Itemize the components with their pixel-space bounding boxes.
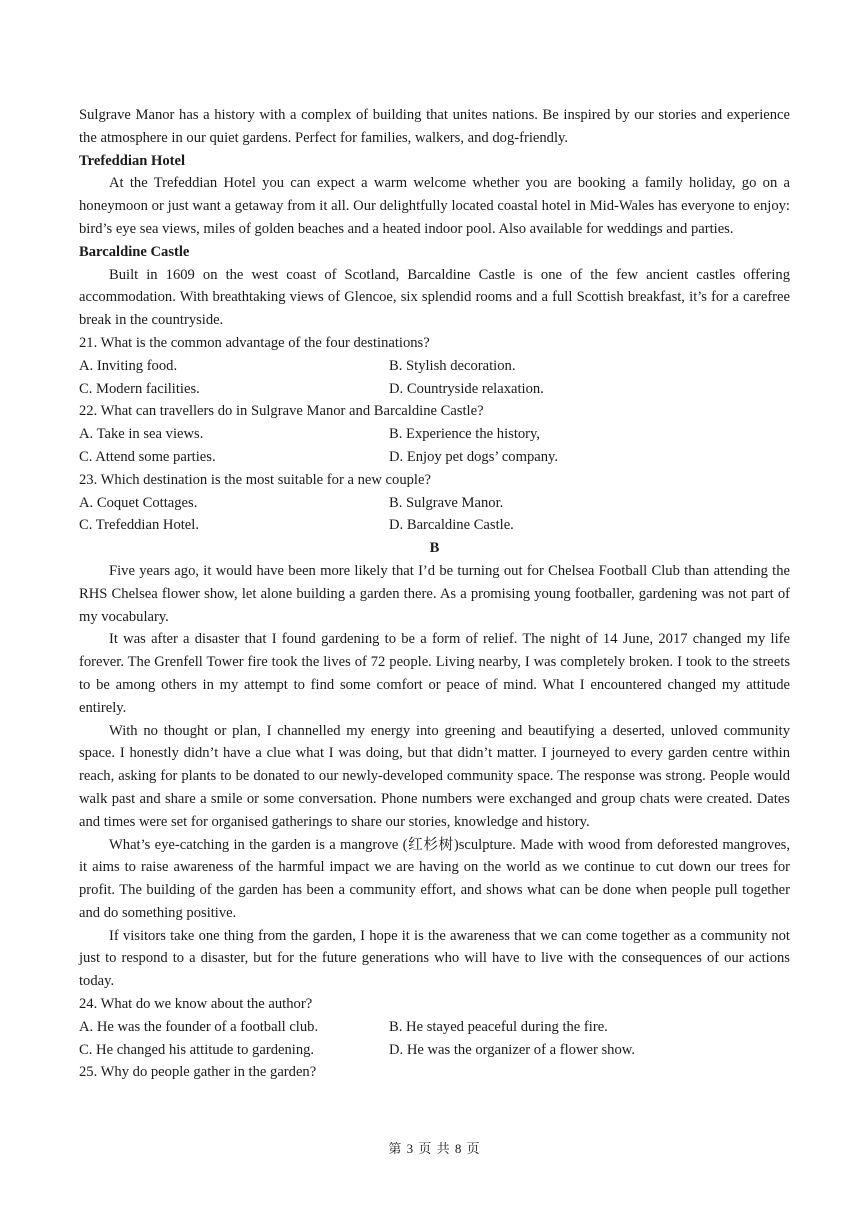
paragraph: Sulgrave Manor has a history with a complex of building that unites nations. Be inspired by our stories and experience the atmosphere in our quiet gardens. Perfect for families, walkers, and dog-friendly. — [79, 107, 790, 146]
answer-option: B. Experience the history, — [389, 426, 541, 443]
answer-option: D. Countryside relaxation. — [389, 380, 544, 397]
answer-option: A. He was the founder of a football club. — [79, 1018, 319, 1035]
answer-option: D. Barcaldine Castle. — [389, 517, 514, 534]
answer-option: D. Enjoy pet dogs’ company. — [389, 448, 559, 465]
section-heading: Barcaldine Castle — [79, 243, 190, 260]
document-body — [79, 104, 790, 1084]
answer-options — [79, 423, 790, 469]
question-stem: 25. Why do people gather in the garden? — [79, 1064, 317, 1081]
part-label: B — [429, 540, 440, 557]
answer-option: C. He changed his attitude to gardening. — [79, 1041, 315, 1058]
paragraph: If visitors take one thing from the garden, I hope it is the awareness that we can come together as a community not just to respond to a disaster, but for the future generations who will have to live with the consequences of our actions today. — [79, 927, 790, 990]
answer-option: B. Sulgrave Manor. — [389, 494, 504, 511]
answer-option: A. Inviting food. — [79, 357, 178, 374]
question-stem: 22. What can travellers do in Sulgrave Manor and Barcaldine Castle? — [79, 403, 484, 420]
answer-option: C. Trefeddian Hotel. — [79, 517, 199, 534]
paragraph: With no thought or plan, I channelled my energy into greening and beautifying a deserted, unloved community space. I honestly didn’t have a clue what I was doing, but that didn’t matter. I journeyed to every garden centre within reach, asking for plants to be donated to our newly-developed community space. The response was strong. People would walk past and share a smile or some conversation. Phone numbers were exchanged and group chats were created. Dates and times were set for organised gatherings to share our stories, knowledge and history. — [79, 722, 790, 830]
paragraph: Built in 1609 on the west coast of Scotland, Barcaldine Castle is one of the few ancient castles offering accommodation. With breathtaking views of Glencoe, six splendid rooms and a full Scottish breakfast, it’s for a carefree break in the countryside. — [79, 266, 790, 329]
answer-option: B. Stylish decoration. — [389, 357, 516, 374]
answer-option: B. He stayed peaceful during the fire. — [389, 1018, 608, 1035]
answer-option: C. Attend some parties. — [79, 448, 216, 465]
paragraph: At the Trefeddian Hotel you can expect a warm welcome whether you are booking a family holiday, go on a honeymoon or just want a getaway from it all. Our delightfully located coastal hotel in Mid-Wales has everyone to enjoy: bird’s eye sea views, miles of golden beaches and a heated indoor pool. Also available for weddings and parties. — [79, 175, 790, 237]
paragraph: It was after a disaster that I found gardening to be a form of relief. The night of 14 June, 2017 changed my life forever. The Grenfell Tower fire took the lives of 72 people. Living nearby, I was completely broken. I took to the streets to be among others in my attempt to find some comfort or peace of mind. What I encountered changed my attitude entirely. — [79, 631, 790, 716]
answer-option: A. Coquet Cottages. — [79, 494, 198, 511]
answer-option: D. He was the organizer of a flower show. — [389, 1041, 635, 1058]
paragraph: What’s eye-catching in the garden is a mangrove (红杉树)sculpture. Made with wood from deforested mangroves, it aims to raise awareness of the harmful impact we are having on the world as we continue to cut down our trees for profit. The building of the garden has been a community effort, and shows what can be done when people pull together and do something positive. — [79, 836, 790, 921]
answer-option: A. Take in sea views. — [79, 426, 204, 443]
page-footer: 第 3 页 共 8 页 — [388, 1141, 480, 1156]
answer-option: C. Modern facilities. — [79, 380, 200, 397]
answer-options — [79, 355, 790, 401]
answer-options — [79, 1016, 790, 1062]
paragraph: Five years ago, it would have been more likely that I’d be turning out for Chelsea Football Club than attending the RHS Chelsea flower show, let alone building a garden there. As a promising young footballer, gardening was not part of my vocabulary. — [79, 562, 790, 625]
question-stem: 23. Which destination is the most suitable for a new couple? — [79, 471, 431, 488]
answer-options — [79, 492, 790, 538]
question-stem: 24. What do we know about the author? — [79, 996, 313, 1013]
question-stem: 21. What is the common advantage of the four destinations? — [79, 334, 430, 351]
section-heading: Trefeddian Hotel — [79, 152, 186, 169]
